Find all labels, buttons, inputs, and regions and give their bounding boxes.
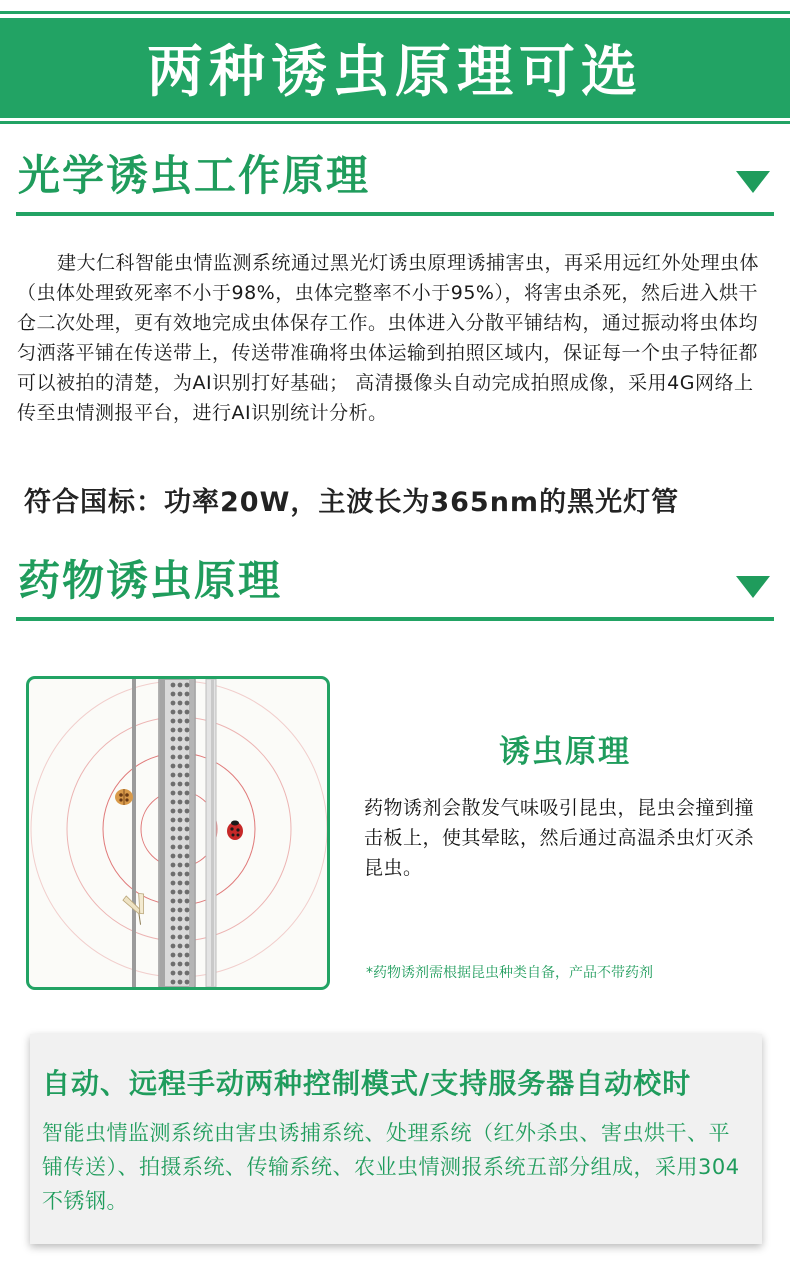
ladybug-icon <box>227 821 243 841</box>
trap-illustration-svg <box>29 679 327 987</box>
down-triangle-icon <box>736 171 770 193</box>
optical-description: 建大仁科智能虫情监测系统通过黑光灯诱虫原理诱捕害虫，再采用远红外处理虫体（虫体处理致死率不小于98%，虫体完整率不小于95%），将害虫杀死，然后进入烘干仓二次处理，更有效地完成虫体保存工作。虫体进入分散平铺结构，通过振动将虫体均匀洒落平铺在传送带上，传送带准确将虫体运输到拍照区域内，保证每一个虫子特征都可以被拍的清楚，为AI识别打好基础； 高清摄像头自动完成拍照成像，采用4G网络上传至虫情测报平台，进行AI识别统计分析。 <box>17 252 760 424</box>
feature-card-title: 自动、远程手动两种控制模式/支持服务器自动校时 <box>42 1067 692 1100</box>
standard-line: 符合国标：功率20W，主波长为365nm的黑光灯管 <box>24 487 680 518</box>
trap-illustration <box>26 676 330 990</box>
title-banner <box>0 18 790 118</box>
section-header-optical <box>16 146 774 216</box>
section-rule <box>16 212 774 216</box>
feature-card <box>30 1034 762 1244</box>
moth-icon <box>122 888 156 926</box>
section-title-chemical: 药物诱虫原理 <box>18 556 283 605</box>
section-header-chemical <box>16 551 774 621</box>
section-title-optical: 光学诱虫工作原理 <box>18 151 371 200</box>
principle-text: 药物诱剂会散发气味吸引昆虫，昆虫会撞到撞击板上，使其晕眩，然后通过高温杀虫灯灭杀昆虫。 <box>364 797 755 879</box>
banner-bottom-line <box>0 121 790 124</box>
principle-title: 诱虫原理 <box>499 734 631 770</box>
principle-note: *药物诱剂需根据昆虫种类自备，产品不带药剂 <box>366 965 653 981</box>
down-triangle-icon <box>736 576 770 598</box>
ladybug-icon <box>115 789 133 805</box>
banner-top-line <box>0 11 790 14</box>
banner-title: 两种诱虫原理可选 <box>147 40 643 105</box>
section-rule <box>16 617 774 621</box>
feature-card-text: 智能虫情监测系统由害虫诱捕系统、处理系统（红外杀虫、害虫烘干、平铺传送）、拍摄系统、传输系统、农业虫情测报系统五部分组成，采用304不锈钢。 <box>42 1121 740 1213</box>
